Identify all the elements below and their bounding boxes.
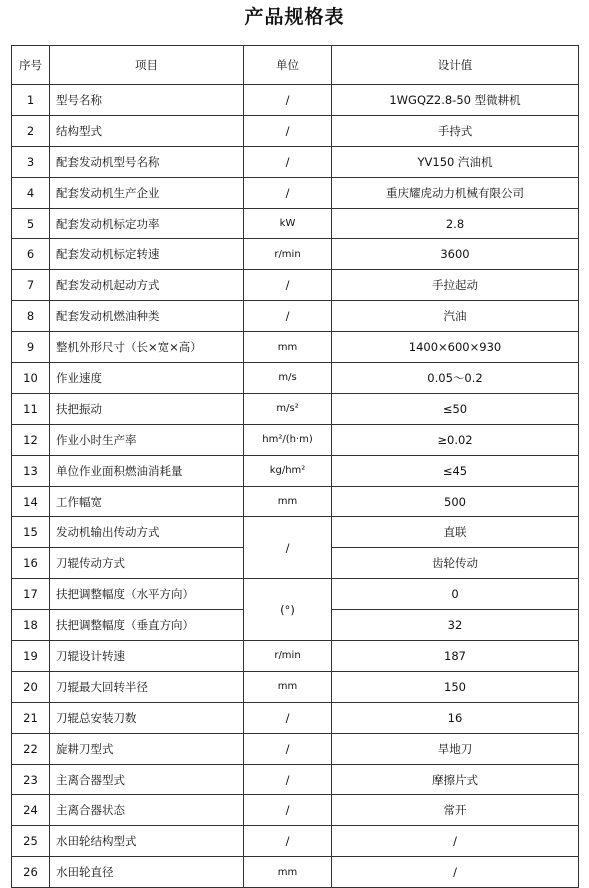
row-value: 手拉起动 <box>332 270 579 301</box>
row-unit: / <box>244 733 332 764</box>
row-unit: mm <box>244 332 332 363</box>
row-item: 水田轮直径 <box>50 857 244 888</box>
row-item: 发动机输出传动方式 <box>50 517 244 548</box>
row-item: 配套发动机标定转速 <box>50 239 244 270</box>
row-value: 手持式 <box>332 115 579 146</box>
row-item: 主离合器状态 <box>50 795 244 826</box>
row-unit: m/s² <box>244 393 332 424</box>
table-row <box>12 332 579 363</box>
row-item: 整机外形尺寸（长×宽×高） <box>50 332 244 363</box>
row-unit: / <box>244 702 332 733</box>
row-unit: r/min <box>244 641 332 672</box>
row-value: 旱地刀 <box>332 733 579 764</box>
row-unit: / <box>244 85 332 116</box>
row-value: 500 <box>332 486 579 517</box>
row-value: 16 <box>332 702 579 733</box>
row-unit: kW <box>244 208 332 239</box>
row-unit: r/min <box>244 239 332 270</box>
row-item: 刀辊设计转速 <box>50 641 244 672</box>
table-row <box>12 671 579 702</box>
row-no: 21 <box>12 702 50 733</box>
row-unit: / <box>244 270 332 301</box>
row-unit: / <box>244 115 332 146</box>
row-no: 22 <box>12 733 50 764</box>
table-row <box>12 795 579 826</box>
row-no: 24 <box>12 795 50 826</box>
row-unit: / <box>244 177 332 208</box>
row-no: 25 <box>12 826 50 857</box>
row-item: 水田轮结构型式 <box>50 826 244 857</box>
page-title: 产品规格表 <box>244 6 345 28</box>
table-row <box>12 857 579 888</box>
row-no: 1 <box>12 85 50 116</box>
table-row <box>12 702 579 733</box>
header-unit: 单位 <box>244 46 332 85</box>
row-item: 作业速度 <box>50 363 244 394</box>
row-no: 19 <box>12 641 50 672</box>
row-unit: mm <box>244 671 332 702</box>
row-value: 齿轮传动 <box>332 548 579 579</box>
row-value: YV150 汽油机 <box>332 146 579 177</box>
row-value: 3600 <box>332 239 579 270</box>
table-row <box>12 455 579 486</box>
table-row <box>12 177 579 208</box>
table-row <box>12 301 579 332</box>
row-value: 常开 <box>332 795 579 826</box>
spec-table <box>11 45 579 888</box>
row-no: 16 <box>12 548 50 579</box>
row-value: / <box>332 826 579 857</box>
row-unit: / <box>244 795 332 826</box>
row-unit: / <box>244 146 332 177</box>
table-row <box>12 270 579 301</box>
table-row <box>12 239 579 270</box>
row-no: 2 <box>12 115 50 146</box>
row-value: 直联 <box>332 517 579 548</box>
row-value: 1WGQZ2.8-50 型微耕机 <box>332 85 579 116</box>
row-item: 配套发动机起动方式 <box>50 270 244 301</box>
row-item: 配套发动机标定功率 <box>50 208 244 239</box>
row-unit: hm²/(h·m) <box>244 424 332 455</box>
table-row <box>12 641 579 672</box>
row-unit: / <box>244 301 332 332</box>
row-value: 汽油 <box>332 301 579 332</box>
row-unit: kg/hm² <box>244 455 332 486</box>
table-row <box>12 208 579 239</box>
table-row <box>12 764 579 795</box>
row-item: 结构型式 <box>50 115 244 146</box>
row-item: 刀辊总安装刀数 <box>50 702 244 733</box>
row-value: ≤45 <box>332 455 579 486</box>
row-value: 187 <box>332 641 579 672</box>
row-unit-merged: (°) <box>244 579 332 641</box>
row-no: 26 <box>12 857 50 888</box>
row-item: 主离合器型式 <box>50 764 244 795</box>
row-no: 12 <box>12 424 50 455</box>
table-row <box>12 424 579 455</box>
row-unit: mm <box>244 486 332 517</box>
row-value: / <box>332 857 579 888</box>
row-item: 扶把振动 <box>50 393 244 424</box>
table-row <box>12 146 579 177</box>
row-item: 刀辊最大回转半径 <box>50 671 244 702</box>
row-no: 20 <box>12 671 50 702</box>
row-item: 作业小时生产率 <box>50 424 244 455</box>
row-item: 旋耕刀型式 <box>50 733 244 764</box>
row-unit-merged: / <box>244 517 332 579</box>
row-value: 2.8 <box>332 208 579 239</box>
row-no: 23 <box>12 764 50 795</box>
row-value: 1400×600×930 <box>332 332 579 363</box>
row-item: 单位作业面积燃油消耗量 <box>50 455 244 486</box>
row-value: 150 <box>332 671 579 702</box>
row-item: 刀辊传动方式 <box>50 548 244 579</box>
row-no: 8 <box>12 301 50 332</box>
row-value: ≤50 <box>332 393 579 424</box>
row-value: 0.05～0.2 <box>332 363 579 394</box>
row-no: 10 <box>12 363 50 394</box>
row-no: 3 <box>12 146 50 177</box>
table-row <box>12 517 579 548</box>
header-item: 项目 <box>50 46 244 85</box>
row-unit: mm <box>244 857 332 888</box>
row-no: 6 <box>12 239 50 270</box>
table-header-row <box>12 46 579 85</box>
row-item: 型号名称 <box>50 85 244 116</box>
table-row <box>12 393 579 424</box>
row-unit: m/s <box>244 363 332 394</box>
table-row <box>12 115 579 146</box>
row-no: 15 <box>12 517 50 548</box>
table-row <box>12 733 579 764</box>
row-item: 配套发动机燃油种类 <box>50 301 244 332</box>
row-no: 9 <box>12 332 50 363</box>
table-row <box>12 486 579 517</box>
header-no: 序号 <box>12 46 50 85</box>
row-no: 13 <box>12 455 50 486</box>
row-no: 14 <box>12 486 50 517</box>
row-no: 17 <box>12 579 50 610</box>
row-value: 0 <box>332 579 579 610</box>
row-unit: / <box>244 826 332 857</box>
row-no: 5 <box>12 208 50 239</box>
row-item: 配套发动机型号名称 <box>50 146 244 177</box>
row-no: 18 <box>12 610 50 641</box>
row-value: 32 <box>332 610 579 641</box>
row-no: 7 <box>12 270 50 301</box>
table-row <box>12 363 579 394</box>
row-value: 摩擦片式 <box>332 764 579 795</box>
row-item: 工作幅宽 <box>50 486 244 517</box>
row-no: 4 <box>12 177 50 208</box>
row-value: ≥0.02 <box>332 424 579 455</box>
row-item: 配套发动机生产企业 <box>50 177 244 208</box>
table-row <box>12 579 579 610</box>
row-item: 扶把调整幅度（水平方向） <box>50 579 244 610</box>
header-value: 设计值 <box>332 46 579 85</box>
row-unit: / <box>244 764 332 795</box>
table-row <box>12 826 579 857</box>
row-value: 重庆耀虎动力机械有限公司 <box>332 177 579 208</box>
row-item: 扶把调整幅度（垂直方向） <box>50 610 244 641</box>
row-no: 11 <box>12 393 50 424</box>
table-row <box>12 85 579 116</box>
